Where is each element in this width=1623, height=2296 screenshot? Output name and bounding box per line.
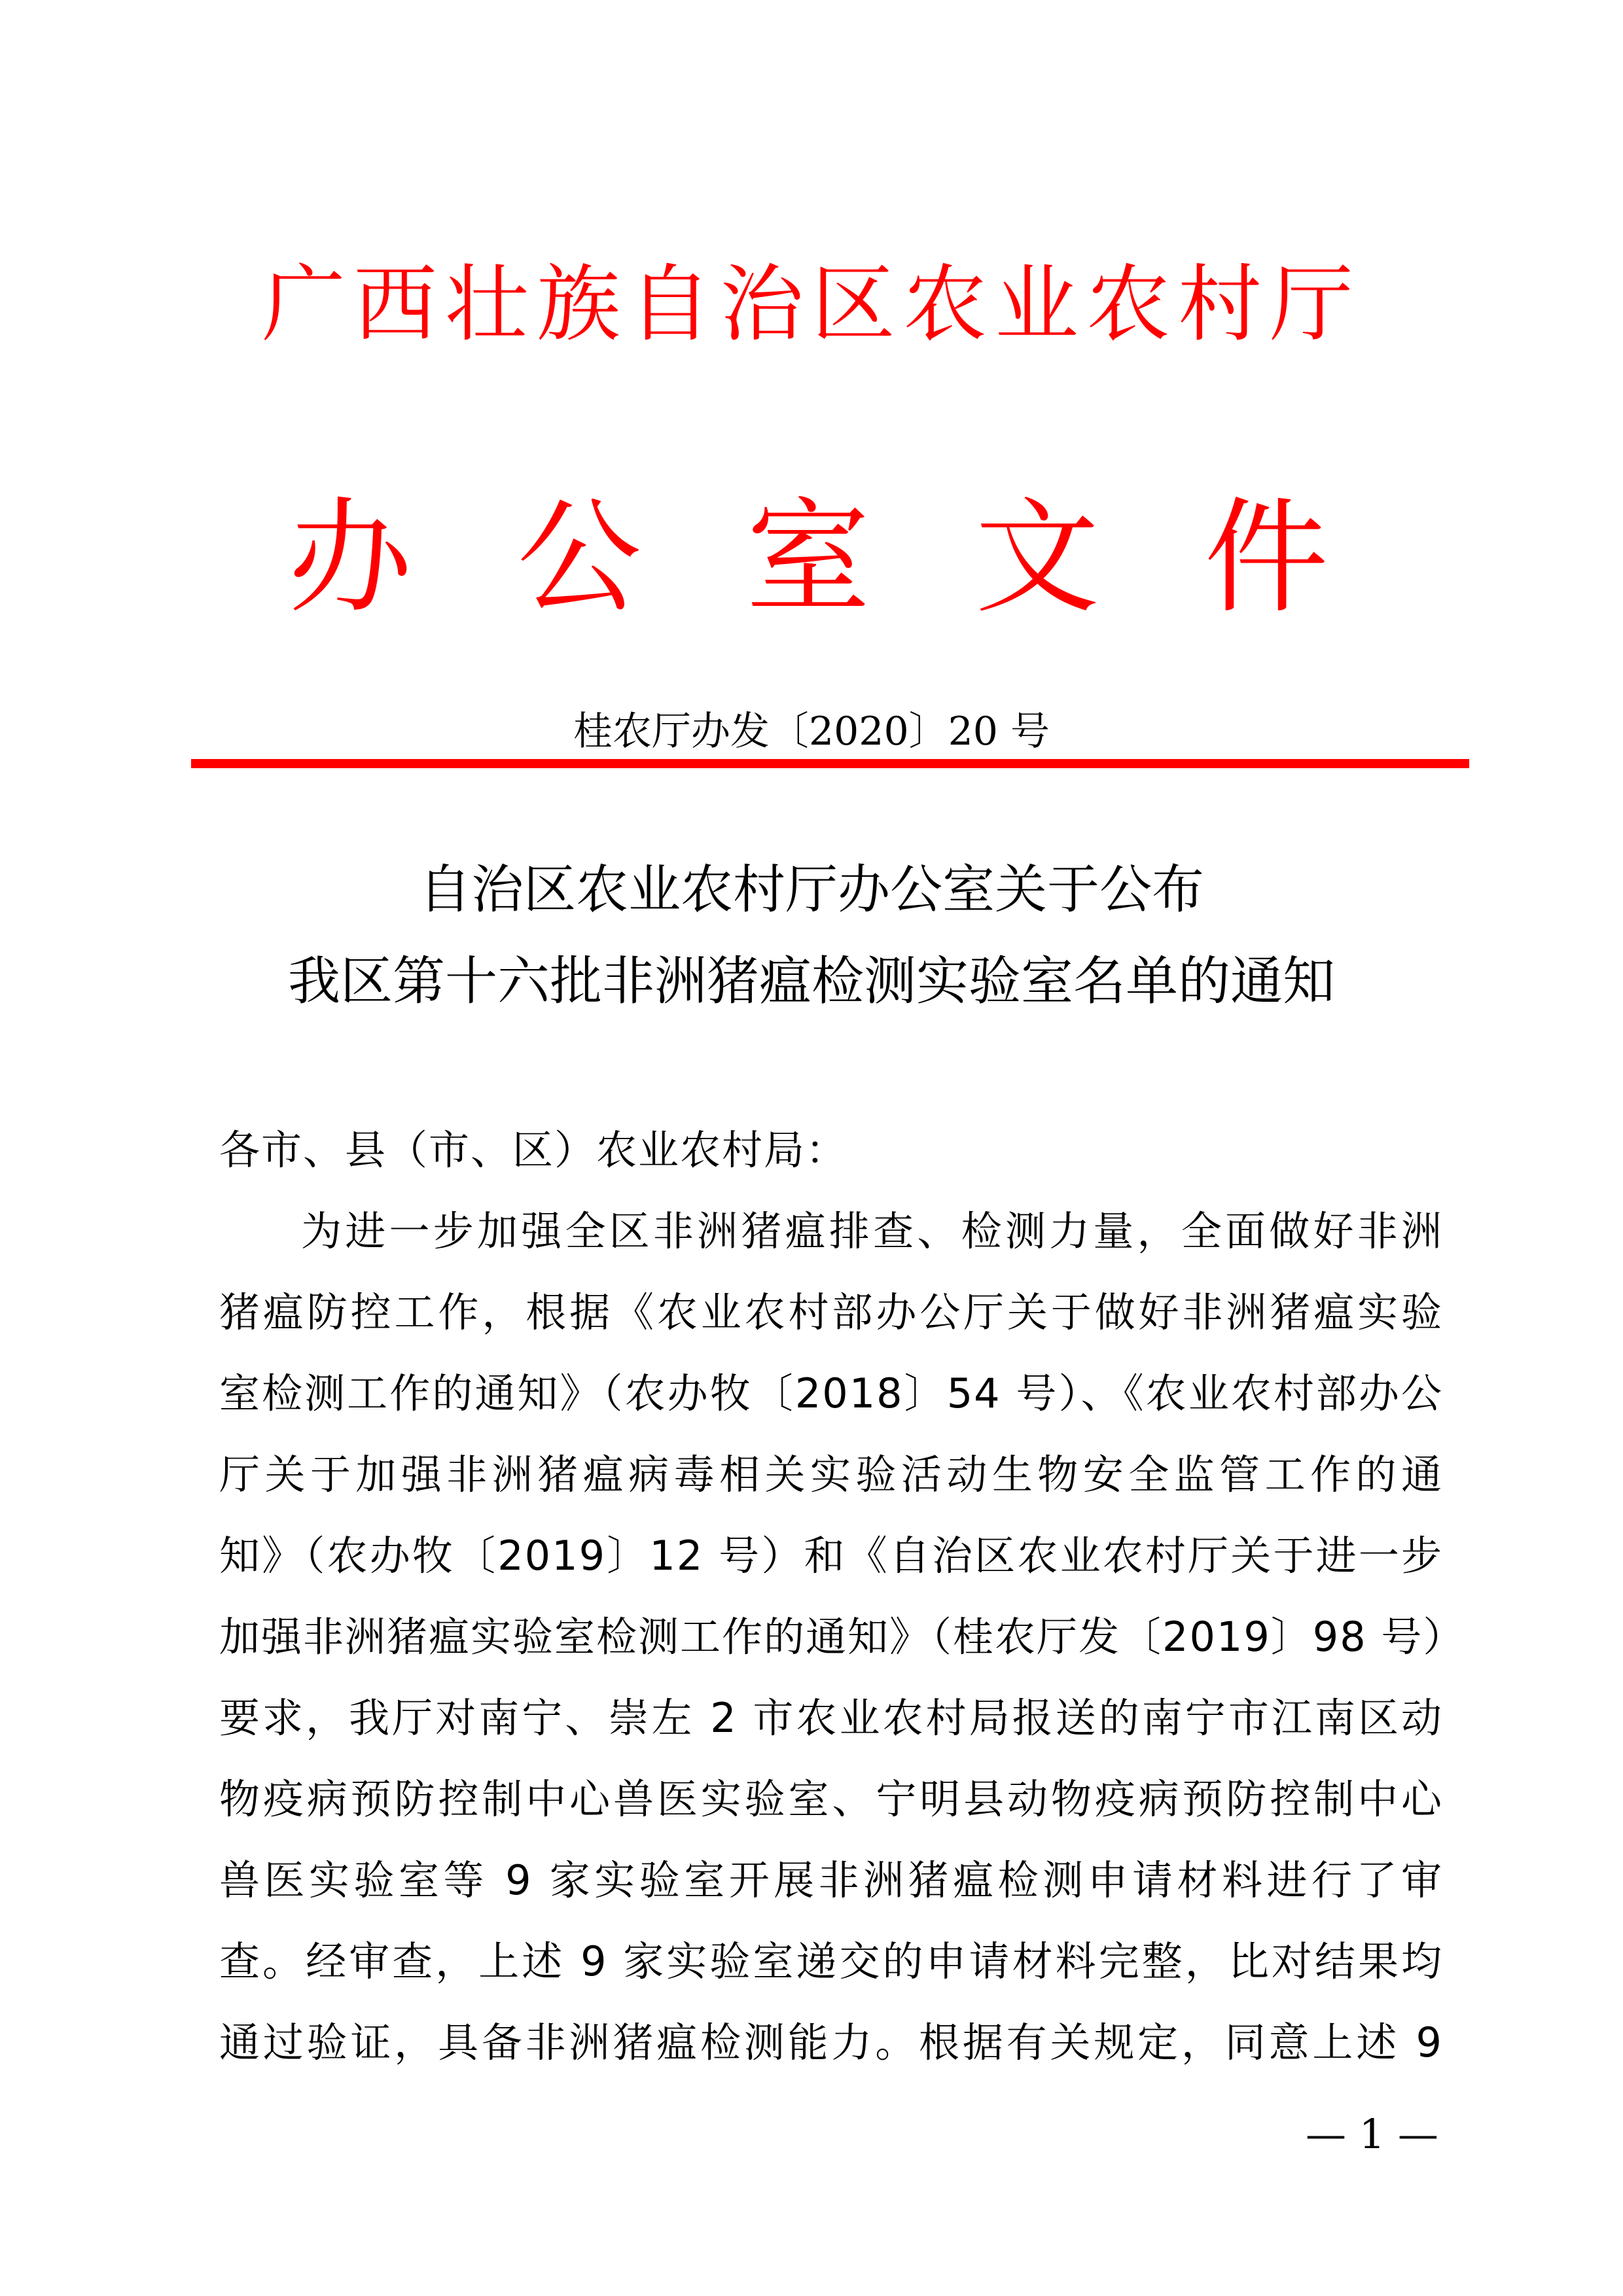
- body-line: 查。经审查，上述 9 家实验室递交的申请材料完整，比对结果均: [219, 1937, 1443, 1985]
- notice-title-line-1: 自治区农业农村厅办公室关于公布: [419, 859, 1204, 920]
- page-number: — 1 —: [1306, 2110, 1438, 2158]
- document-number: 桂农厅办发〔2020〕20 号: [573, 709, 1050, 754]
- body-line: 猪瘟防控工作，根据《农业农村部办公厅关于做好非洲猪瘟实验: [219, 1288, 1443, 1336]
- notice-title-line-2: 我区第十六批非洲猪瘟检测实验室名单的通知: [288, 951, 1335, 1012]
- body-line: 兽医实验室等 9 家实验室开展非洲猪瘟检测申请材料进行了审: [219, 1856, 1443, 1904]
- document-type-title: 办公室文件: [287, 486, 1433, 630]
- issuing-organization-title: 广西壮族自治区农业农村厅: [261, 256, 1361, 353]
- body-line: 通过验证，具备非洲猪瘟检测能力。根据有关规定，同意上述 9: [219, 2019, 1443, 2066]
- body-line: 为进一步加强全区非洲猪瘟排查、检测力量，全面做好非洲: [301, 1207, 1443, 1255]
- body-line: 知》（农办牧〔2019〕12 号）和《自治区农业农村厅关于进一步: [219, 1532, 1443, 1580]
- body-line: 厅关于加强非洲猪瘟病毒相关实验活动生物安全监管工作的通: [219, 1451, 1443, 1498]
- body-line: 要求，我厅对南宁、崇左 2 市农业农村局报送的南宁市江南区动: [219, 1694, 1443, 1742]
- body-line: 物疫病预防控制中心兽医实验室、宁明县动物疫病预防控制中心: [219, 1775, 1443, 1823]
- salutation: 各市、县（市、区）农业农村局：: [219, 1126, 848, 1174]
- body-line: 室检测工作的通知》（农办牧〔2018〕54 号）、《农业农村部办公: [219, 1369, 1443, 1417]
- body-line: 加强非洲猪瘟实验室检测工作的通知》（桂农厅发〔2019〕98 号）: [219, 1613, 1465, 1661]
- red-separator-rule: [191, 759, 1469, 768]
